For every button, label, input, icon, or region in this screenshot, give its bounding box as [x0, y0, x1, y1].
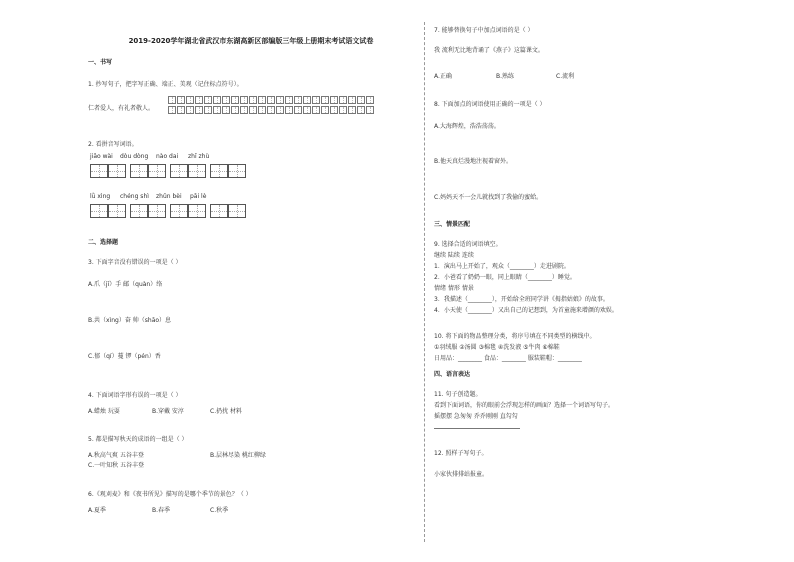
pinyin-5: lǜ xìng — [90, 193, 111, 200]
section-heading-expression: 四、语言表达 — [434, 371, 471, 378]
question-9-item-1[interactable]: 1．演出马上开始了，观众（________）走进剧院。 — [434, 263, 570, 270]
question-7: 7. 能够替换句子中加点词语的是（ ） — [434, 27, 534, 34]
question-10-items: ①羽绒服 ②汤圆 ③棉毯 ④洗发液 ⑤牛肉 ⑥棉鞋 — [434, 344, 560, 351]
question-12-example: 小家伙排排站报童。 — [434, 471, 489, 478]
question-3-option-c[interactable]: C.郁（qí）蔓 锣（pén）香 — [88, 353, 161, 360]
pinyin-3: nào dai — [156, 153, 179, 160]
question-7-option-c[interactable]: C.流利 — [556, 73, 575, 80]
question-8-option-c[interactable]: C.妈妈天不一会儿就找到了我偷的蜜蛤。 — [434, 194, 543, 201]
tian-box-group-1[interactable] — [90, 164, 126, 178]
pinyin-2: dòu dòng — [120, 153, 149, 160]
section-heading-choice: 二、选择题 — [88, 239, 119, 246]
pinyin-7: zhǔn bèi — [156, 193, 182, 200]
question-5: 5. 都是描写秋天的成语的一组是（ ） — [88, 436, 188, 443]
question-8-option-a[interactable]: A.大海辉煌，浩浩荡荡。 — [434, 123, 500, 130]
section-heading-matching: 三、情景匹配 — [434, 221, 471, 228]
right-column — [432, 26, 722, 526]
question-6-option-b[interactable]: B.春季 — [152, 507, 171, 514]
question-4-option-a[interactable]: A.蜡烛 玩耍 — [88, 408, 120, 415]
tian-box-group-8[interactable] — [210, 204, 246, 218]
question-12: 12. 照样子写句子。 — [434, 450, 488, 457]
question-3: 3. 下面字音没有错误的一项是（ ） — [88, 259, 182, 266]
question-9-item-3[interactable]: 3．我描述（________），开始给全班同学讲《拇指姑娘》的故事。 — [434, 296, 609, 303]
question-7-sentence: 我 流利无比地背诵了《燕子》这篇课文。 — [434, 47, 544, 54]
question-11-description: 看到下面词语，你的眼前会浮现怎样的画面？选择一个词语写句子。 — [434, 402, 615, 409]
copy-grid-row-2[interactable] — [168, 106, 375, 114]
question-4-option-b[interactable]: B.穿戴 安淳 — [152, 408, 184, 415]
left-column — [86, 38, 416, 518]
question-2: 2. 看拼音写词语。 — [88, 141, 138, 148]
question-6-option-a[interactable]: A.夏季 — [88, 507, 106, 514]
question-5-option-c[interactable]: C.一叶知秋 五谷丰登 — [88, 462, 145, 469]
question-6-option-c[interactable]: C.秋季 — [210, 507, 229, 514]
question-10-categories[interactable]: 日用品：________ 食品：________ 服装鞋帽：________ — [434, 355, 582, 362]
question-7-option-b[interactable]: B.熟练 — [496, 73, 515, 80]
tian-box-group-3[interactable] — [170, 164, 206, 178]
question-3-option-b[interactable]: B.共（xìng）奋 帅（shāo）息 — [88, 317, 172, 324]
question-9-item-4[interactable]: 4．小天使（________）又出自己的记想到，为首童施来增颜的欢娱。 — [434, 307, 618, 314]
pinyin-1: jiāo wài — [90, 153, 113, 160]
question-1: 1. 抄写句子，把字写正确、端正、美观（记住标点符号）。 — [88, 81, 243, 88]
question-10: 10. 将下面的物品整理分类，将序号填在不同类型的横线中。 — [434, 333, 596, 340]
pinyin-6: chéng shì — [120, 193, 149, 200]
pinyin-8: pāi lè — [190, 193, 207, 200]
question-6: 6.《观刈麦》和《夜书所见》描写的是哪个季节的景色？（ ） — [88, 491, 252, 498]
question-11-answer-line[interactable] — [434, 428, 520, 429]
tian-box-group-2[interactable] — [130, 164, 166, 178]
section-heading-writing: 一、书写 — [88, 59, 113, 66]
question-3-option-a[interactable]: A.爪（jī）手 邮（quàn）络 — [88, 281, 163, 288]
question-11: 11. 句子创造题。 — [434, 391, 482, 398]
page-title: 2019-2020学年湖北省武汉市东湖高新区部编版三年级上册期末考试语文试卷 — [128, 37, 374, 45]
question-4-option-c[interactable]: C.扔扰 材料 — [210, 408, 243, 415]
question-8: 8. 下面加点的词语使用正确的一项是（ ） — [434, 101, 546, 108]
question-5-option-b[interactable]: B.层林尽染 桃红柳绿 — [210, 452, 266, 459]
fold-line — [424, 22, 425, 542]
question-9: 9. 选择合适的词语填空。 — [434, 241, 502, 248]
tian-box-group-4[interactable] — [210, 164, 246, 178]
tian-box-group-7[interactable] — [170, 204, 206, 218]
question-9-item-2[interactable]: 2．小爸看了奶奶一眼，同上眼睛（________）睡觉。 — [434, 274, 576, 281]
pinyin-4: zhī zhù — [188, 153, 210, 160]
question-4: 4. 下面词语字形有误的一项是（ ） — [88, 392, 182, 399]
question-8-option-b[interactable]: B.他天真烂漫地注视着窗外。 — [434, 158, 513, 165]
question-11-words: 摇摆摆 急匆匆 乔乔刚刚 直勾勾 — [434, 413, 518, 420]
question-1-sentence: 仁者爱人，有礼者敬人。 — [88, 105, 155, 112]
tian-box-group-5[interactable] — [90, 204, 126, 218]
question-7-option-a[interactable]: A.正确 — [434, 73, 452, 80]
question-9-words-2: 情绪 情形 情景 — [434, 285, 474, 292]
question-9-words-1: 继续 陆续 连续 — [434, 252, 474, 259]
copy-grid-row-1[interactable] — [168, 96, 375, 104]
tian-box-group-6[interactable] — [130, 204, 166, 218]
question-5-option-a[interactable]: A.秋高气爽 五谷丰登 — [88, 452, 144, 459]
